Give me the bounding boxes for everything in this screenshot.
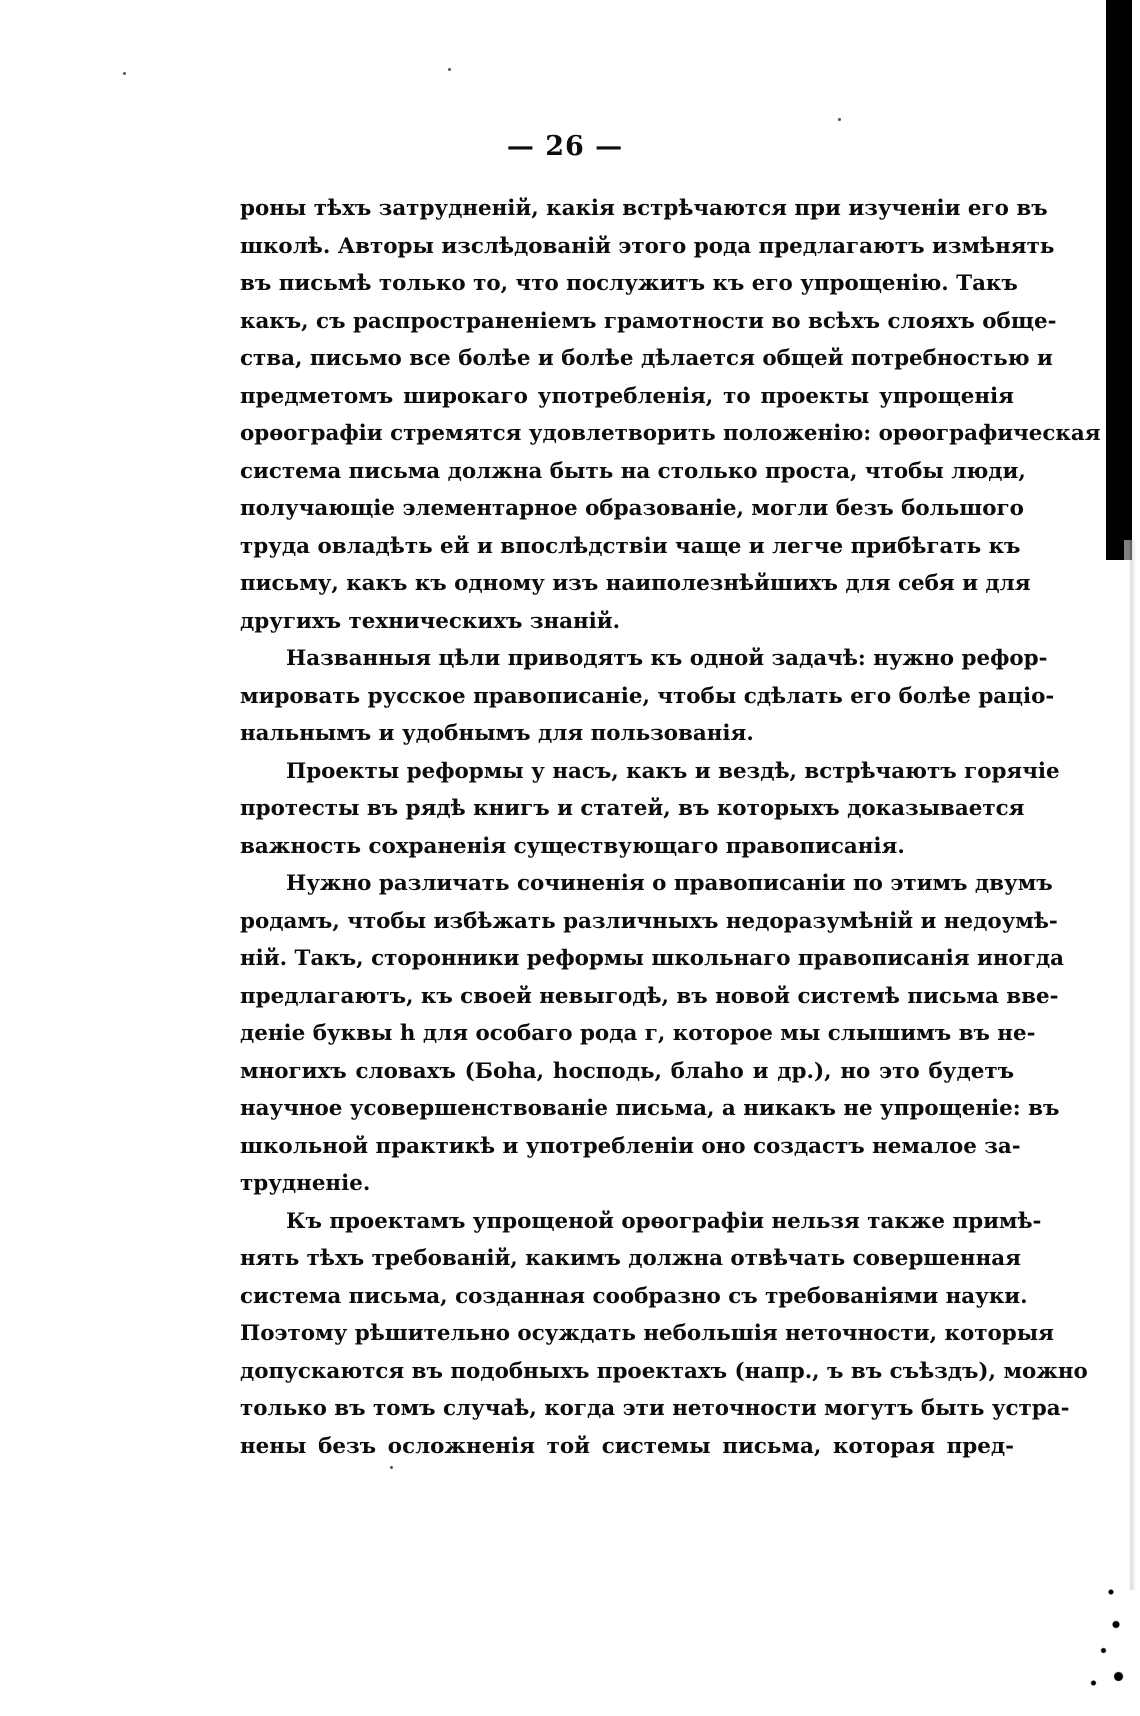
text-line: Проекты реформы у насъ, какъ и вездѣ, встрѣчаютъ горячіе	[286, 758, 1060, 784]
text-line: система письма должна быть на столько проста, чтобы люди,	[240, 458, 1026, 484]
text-line: нять тѣхъ требованій, какимъ должна отвѣчать совершенная	[240, 1246, 1021, 1271]
text-line: Нужно различать сочиненія о правописаніи по этимъ двумъ	[286, 871, 1053, 896]
text-line: система письма, созданная сообразно съ требованіями науки.	[240, 1283, 1028, 1309]
text-line: нены безъ осложненія той системы письма, которая пред-	[240, 1433, 1014, 1459]
text-line: трудненіе.	[240, 1171, 371, 1196]
scan-speck	[448, 68, 451, 71]
text-line: Поэтому рѣшительно осуждать небольшія неточности, которыя	[240, 1321, 1054, 1346]
text-line: роны тѣхъ затрудненій, какія встрѣчаются при изученіи его въ	[240, 196, 1048, 221]
text-line: только въ томъ случаѣ, когда эти неточности могутъ быть устра-	[240, 1396, 1070, 1421]
text-line: получающіе элементарное образованіе, могли безъ большого	[240, 496, 1024, 521]
text-line: школьной практикѣ и употребленіи оно создастъ немалое за-	[240, 1133, 1021, 1159]
text-line: Названныя цѣли приводятъ къ одной задачѣ: нужно рефор-	[286, 646, 1048, 671]
text-line: письму, какъ къ одному изъ наиполезнѣйшихъ для себя и для	[240, 571, 1031, 596]
scan-edge-shadow	[1106, 0, 1132, 560]
text-line: предлагаютъ, къ своей невыгодѣ, въ новой системѣ письма вве-	[240, 983, 1059, 1009]
text-line: научное усовершенствованіе письма, а никакъ не упрощеніе: въ	[240, 1096, 1060, 1121]
scan-speck	[123, 72, 126, 75]
text-line: труда овладѣть ей и впослѣдствіи чаще и легче прибѣгать къ	[240, 533, 1021, 559]
text-line: важность сохраненія существующаго правописанія.	[240, 833, 905, 859]
scan-edge-gradient	[1124, 540, 1136, 1590]
text-line: орѳографіи стремятся удовлетворить положенію: орѳографическая	[240, 421, 1101, 446]
text-line: допускаются въ подобныхъ проектахъ (напр., ъ въ съѣздъ), можно	[240, 1358, 1088, 1384]
text-line: ства, письмо все болѣе и болѣе дѣлается общей потребностью и	[240, 346, 1053, 371]
text-line: другихъ техническихъ знаній.	[240, 608, 621, 634]
scan-speck	[838, 118, 841, 121]
body-text	[240, 190, 1101, 1465]
text-line: предметомъ широкаго употребленія, то проекты упрощенія	[240, 383, 1014, 409]
page-number: — 26 —	[506, 131, 624, 162]
text-line: въ письмѣ только то, что послужитъ къ его упрощенію. Такъ	[240, 271, 1018, 296]
text-line: многихъ словахъ (Боhа, hосподь, блаhо и др.), но это будетъ	[240, 1058, 1014, 1084]
text-line: мировать русское правописаніе, чтобы сдѣлать его болѣе раціо-	[240, 683, 1055, 709]
text-line: ній. Такъ, сторонники реформы школьнаго правописанія иногда	[240, 946, 1065, 971]
scan-edge-noise	[1076, 1566, 1126, 1696]
text-line: родамъ, чтобы избѣжать различныхъ недоразумѣній и недоумѣ-	[240, 908, 1058, 934]
text-line: нальнымъ и удобнымъ для пользованія.	[240, 721, 754, 746]
text-line: школѣ. Авторы изслѣдованій этого рода предлагаютъ измѣнять	[240, 233, 1055, 259]
text-line: Къ проектамъ упрощеной орѳографіи нельзя также примѣ-	[286, 1208, 1042, 1234]
text-line: протесты въ рядѣ книгъ и статей, въ которыхъ доказывается	[240, 796, 1025, 821]
scan-speck	[390, 1466, 393, 1469]
text-line: какъ, съ распространеніемъ грамотности во всѣхъ слояхъ обще-	[240, 308, 1057, 334]
text-line: деніе буквы h для особаго рода г, которое мы слышимъ въ не-	[240, 1021, 1036, 1046]
